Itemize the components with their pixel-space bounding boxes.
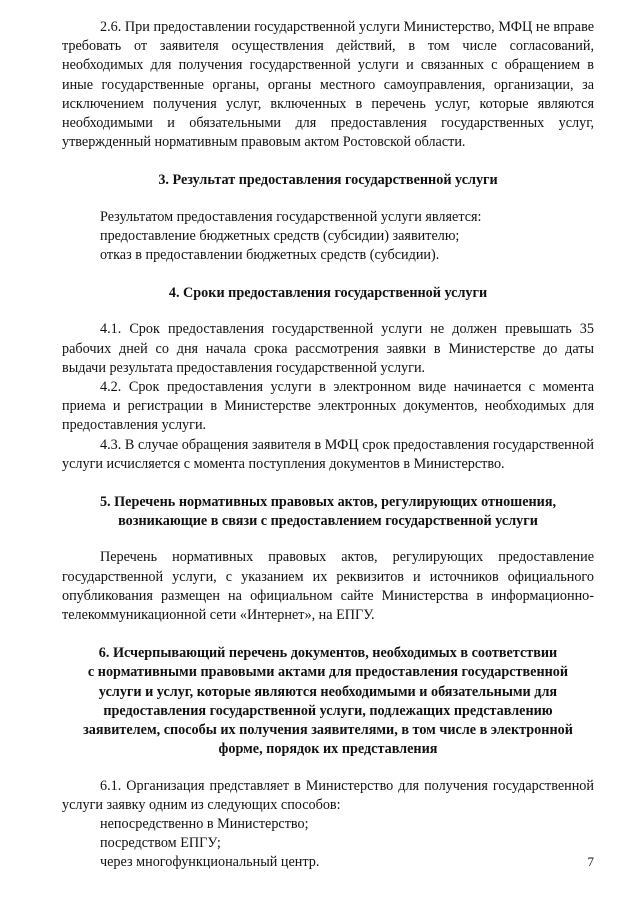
section-4-heading: 4. Сроки предоставления государственной услуги bbox=[168, 285, 488, 302]
paragraph-4-2: 4.2. Срок предоставления услуги в электронном виде начинается с момента приема и регистрации в Министерстве электронных документов, необходимых для предоставления услуги. bbox=[62, 379, 594, 434]
section-3-line-3: отказ в предоставлении бюджетных средств (субсидии). bbox=[100, 247, 440, 264]
section-3-heading: 3. Результат предоставления государственной услуги bbox=[158, 172, 498, 189]
paragraph-4-1: 4.1. Срок предоставления государственной услуги не должен превышать 35 рабочих дней со дня начала срока рассмотрения заявки в Министерстве до даты выдачи результата предоставления государственной услуги. bbox=[62, 321, 594, 376]
section-5-heading bbox=[62, 493, 594, 531]
section-6-heading-line-6: форме, порядок их представления bbox=[218, 741, 438, 758]
method-item-3: через многофункциональный центр. bbox=[100, 854, 320, 871]
method-item-2: посредством ЕПГУ; bbox=[100, 835, 221, 852]
section-6-heading-line-5: заявителем, способы их получения заявителями, в том числе в электронной bbox=[83, 722, 573, 739]
paragraph-5: Перечень нормативных правовых актов, регулирующих предоставление государственной услуги, с указанием их реквизитов и источников официального опубликования размещен на официальном сайте Министерства в информационно-телекоммуникационной сети «Интернет», на ЕПГУ. bbox=[62, 549, 594, 624]
section-5-heading-line-1: 5. Перечень нормативных правовых актов, регулирующих отношения, bbox=[99, 494, 557, 511]
section-5-heading-line-2: возникающие в связи с предоставлением государственной услуги bbox=[118, 513, 538, 530]
section-6-heading-line-4: предоставления государственной услуги, подлежащих представлению bbox=[103, 702, 553, 719]
page-number: 7 bbox=[587, 854, 594, 869]
paragraph-4-3: 4.3. В случае обращения заявителя в МФЦ срок предоставления государственной услуги исчисляется с момента поступления документов в Министерство. bbox=[62, 436, 594, 472]
paragraph-2-6: 2.6. При предоставлении государственной услуги Министерство, МФЦ не вправе требовать от заявителя осуществления действий, в том числе согласований, необходимых для получения государственной услуги и связанных с обращением в иные государственные органы, органы местного самоуправления, организации, за исключением получения услуг, включенных в перечень услуг, которые являются необходимыми и обязательными для предоставления государственных услуг, утвержденный нормативным правовым актом Ростовской области. bbox=[62, 19, 594, 151]
section-3-line-1: Результатом предоставления государственной услуги является: bbox=[100, 208, 482, 225]
section-6-heading-line-3: услуги и услуг, которые являются необходимыми и обязательными для bbox=[98, 683, 558, 700]
section-6-heading bbox=[62, 644, 594, 759]
section-6-heading-line-2: с нормативными правовыми актами для предоставления государственной bbox=[87, 664, 569, 681]
section-3-line-2: предоставление бюджетных средств (субсидии) заявителю; bbox=[100, 227, 460, 244]
section-6-heading-line-1: 6. Исчерпывающий перечень документов, необходимых в соответствии bbox=[98, 645, 558, 662]
method-item-1: непосредственно в Министерство; bbox=[100, 815, 309, 832]
paragraph-6-1: 6.1. Организация представляет в Министерство для получения государственной услуги заявку одним из следующих способов: bbox=[62, 777, 594, 813]
